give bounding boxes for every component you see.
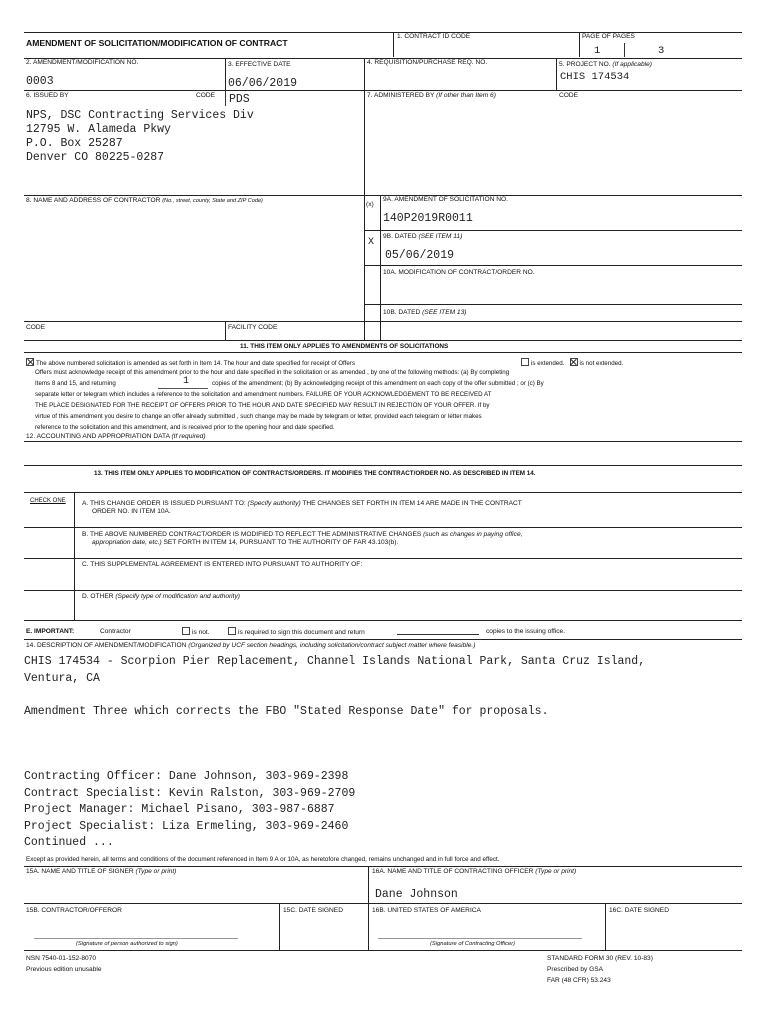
item11-line-8: reference to the solicitation and this amendment, and is received prior to the opening hour and date specified. — [35, 424, 335, 431]
item9b-label: 9B. DATED (SEE ITEM 11) — [383, 233, 463, 240]
description-line-13: Continued ... — [24, 836, 114, 849]
important-contractor: Contractor — [100, 628, 131, 635]
issuer-line-4: Denver CO 80225-0287 — [26, 151, 165, 164]
item4-label: 4. REQUISITION/PURCHASE REQ. NO. — [367, 59, 488, 66]
effective-date-field[interactable]: 06/06/2019 — [228, 77, 298, 90]
item6-code-label: CODE — [196, 92, 216, 99]
copies-returned-field[interactable]: 1 — [183, 376, 190, 387]
standard-form-label: STANDARD FORM 30 (REV. 10-83) — [547, 955, 653, 962]
solicitation-amended-checkbox[interactable] — [26, 358, 34, 366]
previous-edition-note: Previous edition unusable — [26, 966, 102, 973]
issuer-line-1: NPS, DSC Contracting Services Div — [26, 109, 254, 122]
description-line-12: Project Specialist: Liza Ermeling, 303-969-2460 — [24, 820, 349, 833]
item14-label: 14. DESCRIPTION OF AMENDMENT/MODIFICATION (Organized by UCF section headings, including solicitation/contract subject matter where feasible.) — [26, 642, 476, 649]
issuer-line-2: 12795 W. Alameda Pkwy — [26, 123, 171, 136]
item13a-line1[interactable]: A. THIS CHANGE ORDER IS ISSUED PURSUANT TO: (Specify authority) THE CHANGES SET FORTH IN ITEM 14 ARE MADE IN THE CONTRACT — [82, 500, 522, 507]
item11-line-2: Offers must acknowledge receipt of this amendment prior to the hour and date specified in the solicitation or as amended , by one of the following methods: (a) By completing — [35, 369, 510, 376]
item15c-label: 15C. DATE SIGNED — [283, 907, 343, 914]
important-label: E. IMPORTANT: — [26, 628, 75, 635]
item15a-label: 15A. NAME AND TITLE OF SIGNER (Type or print) — [26, 868, 177, 875]
item13c-label[interactable]: C. THIS SUPPLEMENTAL AGREEMENT IS ENTERED INTO PURSUANT TO AUTHORITY OF: — [82, 561, 363, 568]
item3-label: 3. EFFECTIVE DATE — [228, 61, 291, 68]
item10a-label: 10A. MODIFICATION OF CONTRACT/ORDER NO. — [383, 269, 535, 276]
item16c-label: 16C. DATE SIGNED — [609, 907, 669, 914]
facility-code-label: FACILITY CODE — [228, 324, 278, 331]
code-label: CODE — [26, 324, 46, 331]
total-pages[interactable]: 3 — [658, 45, 665, 57]
is-not-extended-checkbox[interactable] — [570, 358, 578, 366]
far-reference: FAR (48 CFR) 53.243 — [547, 977, 611, 984]
item7-label: 7. ADMINISTERED BY (If other than Item 6) — [367, 92, 496, 99]
important-is-required: is required to sign this document and return — [228, 627, 365, 637]
officer-signature-caption: (Signature of Contracting Officer) — [430, 941, 516, 947]
x-column-label: (x) — [366, 201, 374, 208]
item11-line-7: virtue of this amendment you desire to change an offer already submitted , such change may be made by telegram or letter, provided each telegram or letter makes — [35, 413, 482, 420]
item13-header: 13. THIS ITEM ONLY APPLIES TO MODIFICATION OF CONTRACTS/ORDERS. IT MODIFIES THE CONTRACT/ORDER NO. AS DESCRIBED IN ITEM 14. — [94, 470, 536, 477]
item13d-label[interactable]: D. OTHER (Specify type of modification and authority) — [82, 593, 240, 600]
description-line-4: Amendment Three which corrects the FBO "Stated Response Date" for proposals. — [24, 705, 549, 718]
item9a-label: 9A. AMENDMENT OF SOLICITATION NO. — [383, 196, 508, 203]
item9b-mark[interactable]: X — [368, 237, 375, 248]
solicitation-date-field[interactable]: 05/06/2019 — [385, 249, 455, 262]
except-text: Except as provided herein, all terms and conditions of the document referenced in Item 9 A or 10A, as heretofore changed, remains unchanged and in full force and effect. — [26, 856, 500, 863]
item6-label: 6. ISSUED BY — [26, 92, 69, 99]
item13a-line2: ORDER NO. IN ITEM 10A. — [92, 508, 171, 515]
item11-header: 11. THIS ITEM ONLY APPLIES TO AMENDMENTS OF SOLICITATIONS — [240, 343, 449, 350]
check-one-label: CHECK ONE — [30, 498, 66, 504]
item8-label: 8. NAME AND ADDRESS OF CONTRACTOR (No., street, county, State and ZIP Code) — [26, 197, 263, 204]
item11-line-5: separate letter or telegram which includes a reference to the solicitation and amendment numbers. FAILURE OF YOUR ACKNOWLEDGEMENT TO BE RECEIVED AT — [35, 391, 492, 398]
amendment-no-field[interactable]: 0003 — [26, 75, 54, 88]
item15b-label: 15B. CONTRACTOR/OFFEROR — [26, 907, 122, 914]
contractor-signature-line[interactable] — [34, 938, 238, 939]
copies-blank-line[interactable] — [397, 634, 479, 635]
prescribed-by-label: Prescribed by GSA — [547, 966, 604, 973]
contract-id-label: 1. CONTRACT ID CODE — [397, 33, 471, 40]
issued-by-code-field[interactable]: PDS — [229, 93, 250, 106]
item13b-line2: appropriation date, etc.) SET FORTH IN ITEM 14, PURSUANT TO THE AUTHORITY OF FAR 43.103(b). — [92, 539, 399, 546]
important-copies: copies to the issuing office. — [486, 628, 566, 635]
is-not-checkbox[interactable] — [182, 627, 190, 635]
item10b-label: 10B. DATED (SEE ITEM 13) — [383, 309, 467, 316]
solicitation-no-field[interactable]: 140P2019R0011 — [383, 212, 473, 225]
form-title: AMENDMENT OF SOLICITATION/MODIFICATION OF CONTRACT — [26, 38, 288, 48]
contractor-signature-caption: (Signature of person authorized to sign) — [76, 941, 178, 947]
description-line-1: CHIS 174534 - Scorpion Pier Replacement, Channel Islands National Park, Santa Cruz Island, — [24, 655, 646, 668]
page-of-pages-label: PAGE OF PAGES — [582, 33, 635, 40]
item2-label: 2. AMENDMENT/MODIFICATION NO. — [26, 59, 139, 66]
issuer-line-3: P.O. Box 25287 — [26, 137, 123, 150]
item11-line-3: Items 8 and 15, and returning — [35, 380, 116, 387]
description-line-9: Contracting Officer: Dane Johnson, 303-969-2398 — [24, 770, 349, 783]
page-divider — [580, 43, 625, 57]
item11-line-1: The above numbered solicitation is amended as set forth in Item 14. The hour and date specified for receipt of Offers — [26, 358, 355, 369]
item7-code-label: CODE — [559, 92, 579, 99]
item5-label: 5. PROJECT NO. (If applicable) — [559, 61, 652, 68]
description-line-10: Contract Specialist: Kevin Ralston, 303-969-2709 — [24, 787, 356, 800]
extension-options: is extended. is not extended. — [521, 358, 623, 369]
important-is-not: is not. — [182, 627, 210, 637]
page-number[interactable]: 1 — [594, 45, 601, 57]
project-no-field[interactable]: CHIS 174534 — [560, 71, 630, 83]
item11-line-6: THE PLACE DESIGNATED FOR THE RECEIPT OF OFFERS PRIOR TO THE HOUR AND DATE SPECIFIED MAY RESULT IN REJECTION OF YOUR OFFER. If by — [35, 402, 490, 409]
is-extended-checkbox[interactable] — [521, 358, 529, 366]
is-required-checkbox[interactable] — [228, 627, 236, 635]
item13b-line1[interactable]: B. THE ABOVE NUMBERED CONTRACT/ORDER IS MODIFIED TO REFLECT THE ADMINISTRATIVE CHANGES (such as changes in paying office, — [82, 531, 523, 538]
item16a-label: 16A. NAME AND TITLE OF CONTRACTING OFFICER (Type or print) — [372, 868, 577, 875]
contracting-officer-name-field[interactable]: Dane Johnson — [375, 888, 458, 901]
officer-signature-line[interactable] — [378, 938, 582, 939]
item12-label: 12. ACCOUNTING AND APPROPRIATION DATA (If required) — [26, 433, 206, 440]
item16b-label: 16B. UNITED STATES OF AMERICA — [372, 907, 481, 914]
nsn-number: NSN 7540-01-152-8070 — [26, 955, 97, 962]
item11-line-4: copies of the amendment; (b) By acknowledging receipt of this amendment on each copy of the offer submitted ; or (c) By — [212, 380, 544, 387]
description-line-11: Project Manager: Michael Pisano, 303-987-6887 — [24, 803, 335, 816]
description-line-2: Ventura, CA — [24, 672, 100, 685]
item6-code-divider — [225, 90, 226, 106]
